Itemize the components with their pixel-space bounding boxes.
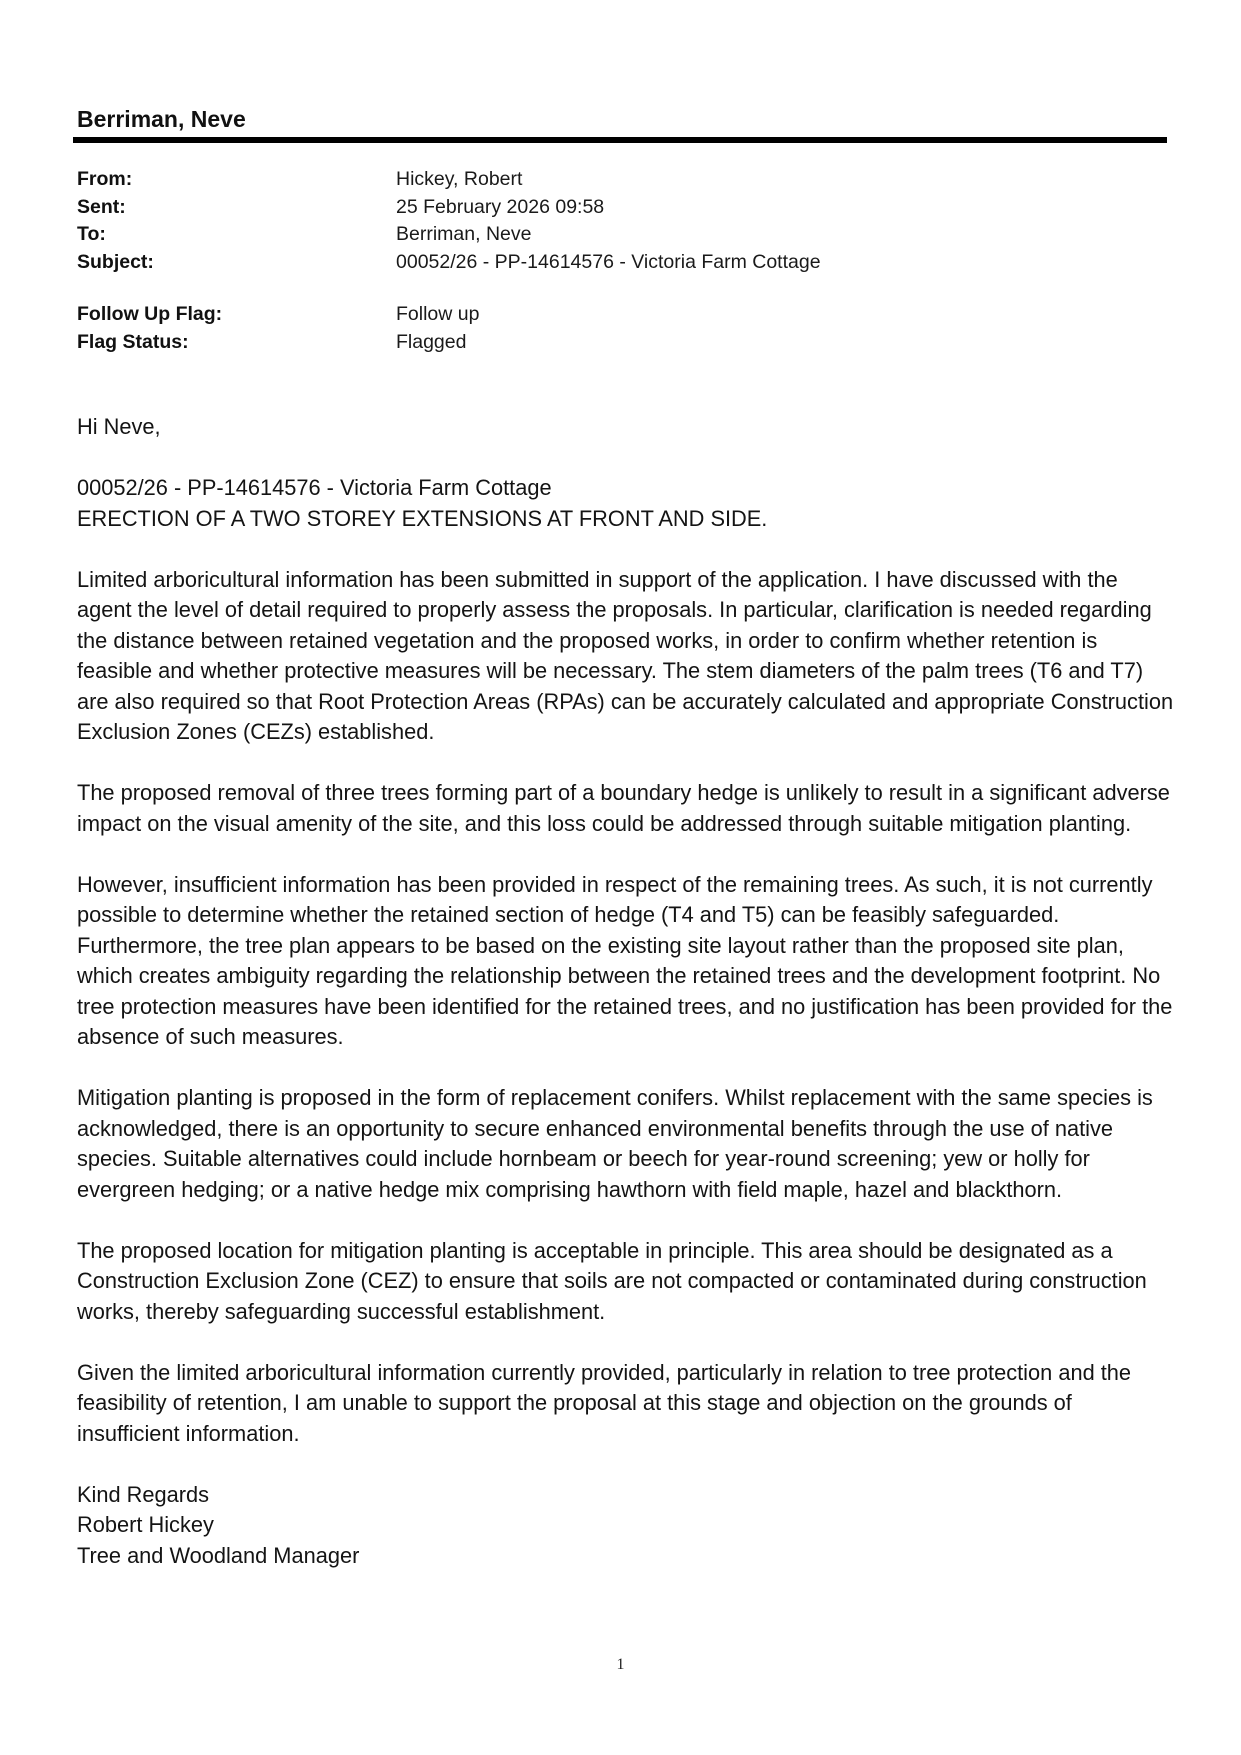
proposal-line: ERECTION OF A TWO STOREY EXTENSIONS AT FRONT AND SIDE. bbox=[77, 505, 768, 531]
reference-line: 00052/26 - PP-14614576 - Victoria Farm Cottage bbox=[77, 475, 552, 500]
page-number: 1 bbox=[616, 1656, 625, 1673]
subject-label: Subject: bbox=[77, 250, 154, 273]
body-paragraph: The proposed removal of three trees forming part of a boundary hedge is unlikely to result in a significant adverse impact on the visual amenity of the site, and this loss could be addressed through suitable mitigation planting. bbox=[77, 780, 1170, 836]
email-flags bbox=[77, 301, 479, 356]
sent-label: Sent: bbox=[77, 195, 126, 218]
body-paragraph: However, insufficient information has been provided in respect of the remaining trees. As such, it is not currently possible to determine whether the retained section of hedge (T4 and T5) can be feasibly safeguarded. Furthermore, the tree plan appears to be based on the existing site layout rather than the proposed site plan, which creates ambiguity regarding the relationship between the retained trees and the development footprint. No tree protection measures have been identified for the retained trees, and no justification has been provided for the absence of such measures. bbox=[77, 871, 1173, 1049]
flag-status bbox=[77, 329, 479, 357]
follow-up-flag-label: Follow Up Flag: bbox=[77, 303, 223, 325]
from-value: Hickey, Robert bbox=[396, 168, 523, 190]
flag-status-label: Flag Status: bbox=[77, 330, 189, 353]
header-sent bbox=[77, 194, 821, 222]
from-label: From: bbox=[77, 168, 133, 190]
reference-block bbox=[77, 473, 1177, 534]
body-paragraph: The proposed location for mitigation planting is acceptable in principle. This area should be designated as a Construction Exclusion Zone (CEZ) to ensure that soils are not compacted or contaminated during construction works, thereby safeguarding successful establishment. bbox=[77, 1237, 1147, 1324]
to-value: Berriman, Neve bbox=[396, 223, 532, 245]
header-divider bbox=[73, 137, 1167, 143]
follow-up-flag-value: Follow up bbox=[396, 303, 480, 325]
closing: Kind Regards bbox=[77, 1481, 210, 1507]
email-headers bbox=[77, 166, 821, 276]
flag-status-value: Flagged bbox=[396, 330, 467, 353]
body-paragraph: Mitigation planting is proposed in the form of replacement conifers. Whilst replacement with the same species is acknowledged, there is an opportunity to secure enhanced environmental benefits through the use of native species. Suitable alternatives could include hornbeam or beech for year-round screening; yew or holly for evergreen hedging; or a native hedge mix comprising hawthorn with field maple, hazel and blackthorn. bbox=[77, 1085, 1153, 1202]
follow-up-flag bbox=[77, 301, 479, 329]
header-subject bbox=[77, 249, 821, 277]
signature-block bbox=[77, 1480, 1177, 1572]
sent-value: 25 February 2026 09:58 bbox=[396, 195, 605, 218]
body-paragraph: Limited arboricultural information has been submitted in support of the application. I have discussed with the agent the level of detail required to properly assess the proposals. In particular, clarification is needed regarding the distance between retained vegetation and the proposed works, in order to confirm whether retention is feasible and whether protective measures will be necessary. The stem diameters of the palm trees (T6 and T7) are also required so that Root Protection Areas (RPAs) can be accurately calculated and appropriate Construction Exclusion Zones (CEZs) established. bbox=[77, 566, 1174, 744]
header-from bbox=[77, 166, 821, 194]
to-label: To: bbox=[77, 223, 106, 245]
subject-value: 00052/26 - PP-14614576 - Victoria Farm Cottage bbox=[396, 250, 821, 273]
signer-name: Robert Hickey bbox=[77, 1512, 214, 1537]
body-paragraph: Given the limited arboricultural information currently provided, particularly in relation to tree protection and the feasibility of retention, I am unable to support the proposal at this stage and objection on the grounds of insufficient information. bbox=[77, 1359, 1132, 1446]
header-to bbox=[77, 221, 821, 249]
email-body bbox=[77, 412, 1177, 1571]
mailbox-name: Berriman, Neve bbox=[77, 106, 246, 132]
signer-title: Tree and Woodland Manager bbox=[77, 1542, 360, 1568]
greeting: Hi Neve, bbox=[77, 414, 161, 439]
